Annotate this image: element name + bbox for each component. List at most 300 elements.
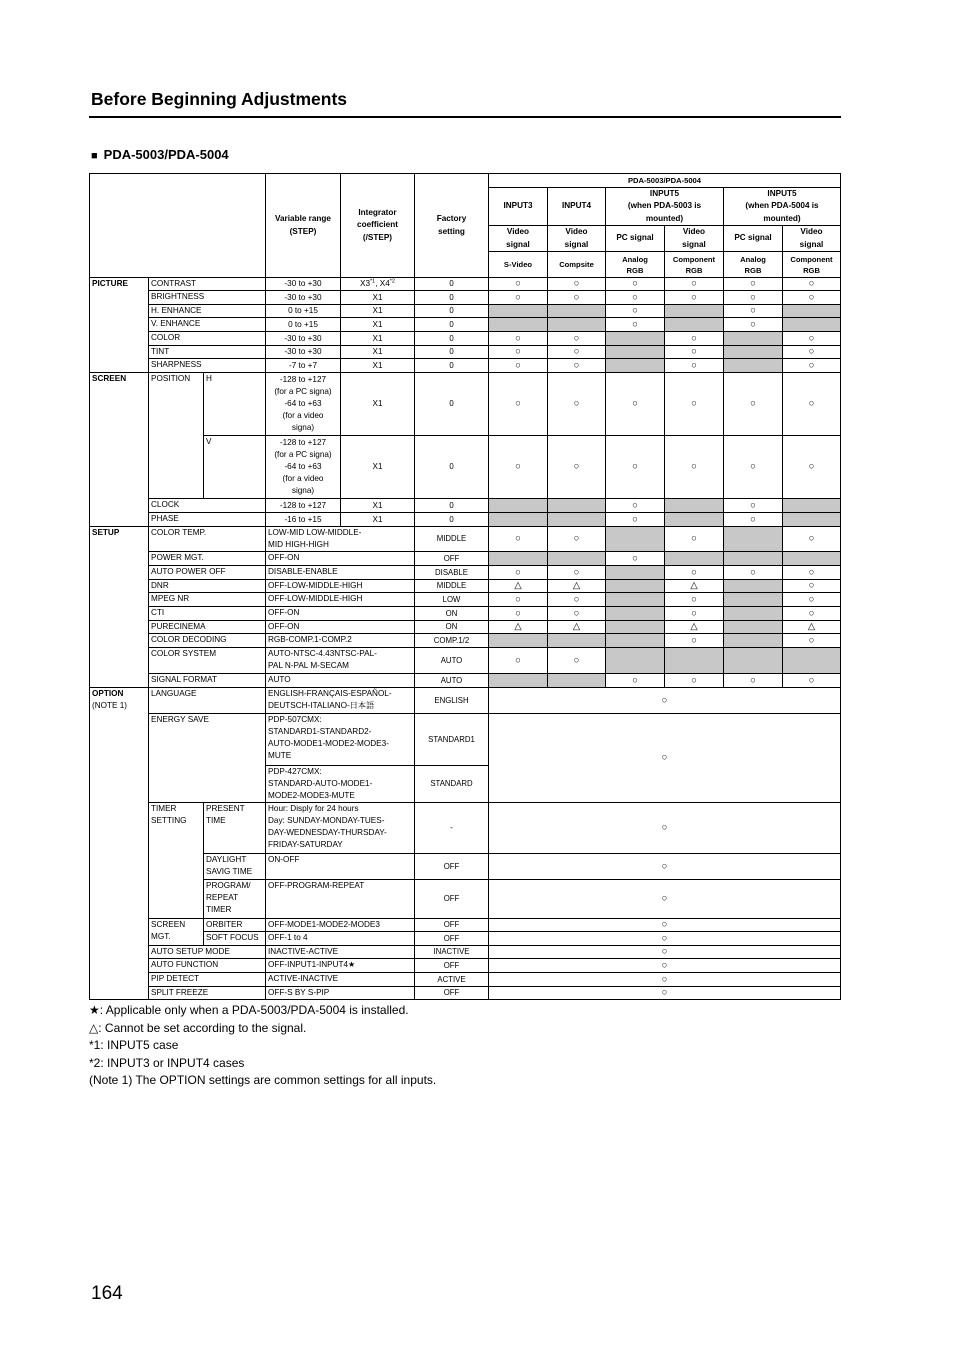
header-subtype-text: Component RGB [790, 254, 833, 275]
item-label-text: TIMER SETTING [151, 804, 187, 825]
available-mark [605, 317, 665, 332]
not-applicable-cell [488, 673, 548, 688]
signal-dependent-mark [782, 620, 841, 634]
not-applicable-cell [723, 633, 783, 648]
available-mark [605, 372, 665, 436]
not-applicable-cell [605, 579, 665, 593]
sub-item-label-text: PRESENT TIME [206, 804, 245, 825]
item-label [148, 277, 266, 291]
available-mark [605, 435, 665, 499]
available-mark-text: ○ [750, 291, 756, 303]
range-cell-text: RGB-COMP.1-COMP.2 [268, 635, 352, 644]
coefficient-cell-text: X1 [372, 306, 383, 315]
available-mark [605, 290, 665, 305]
available-mark-text: ○ [661, 893, 668, 904]
available-mark [664, 633, 724, 648]
coefficient-cell [340, 290, 415, 305]
factory-setting-cell [414, 345, 489, 359]
factory-setting-cell-text: 0 [449, 399, 454, 408]
available-mark [782, 358, 841, 373]
factory-setting-cell [414, 972, 489, 987]
range-cell [265, 372, 341, 436]
available-mark [782, 435, 841, 499]
signal-dependent-mark-text: △ [514, 580, 522, 591]
available-mark-text: ○ [573, 398, 580, 409]
factory-setting-cell [414, 331, 489, 346]
range-cell [265, 290, 341, 305]
available-mark-text: ○ [632, 461, 638, 472]
factory-setting-cell [414, 986, 489, 1000]
header-board [488, 173, 841, 188]
available-mark-text: ○ [515, 607, 521, 619]
available-mark-text: ○ [573, 346, 580, 357]
available-mark [488, 372, 548, 436]
range-cell [265, 802, 415, 854]
available-mark [664, 592, 724, 607]
factory-setting-cell-text: 0 [449, 500, 454, 510]
header-subtype-text: Analog RGB [622, 254, 648, 275]
header-factory-setting-text: Factory setting [436, 214, 467, 236]
available-mark-text: ○ [661, 694, 668, 706]
range-cell [265, 345, 341, 359]
factory-setting-cell [414, 317, 489, 332]
range-cell-text: PDP-427CMX: STANDARD-AUTO-MODE1- MODE2-MODE3-MUTE [268, 767, 373, 800]
available-mark-text: ○ [750, 318, 756, 330]
not-applicable-cell [782, 317, 841, 332]
item-label [148, 579, 266, 593]
available-mark-text: ○ [632, 674, 638, 686]
range-cell [265, 931, 415, 946]
factory-setting-cell [414, 633, 489, 648]
header-input [488, 187, 548, 226]
available-mark-text: ○ [632, 278, 638, 289]
available-mark [664, 358, 724, 373]
section-label-screen [89, 372, 149, 527]
range-cell [265, 331, 341, 346]
available-mark [664, 526, 724, 552]
range-cell-text: -128 to +127 [279, 500, 327, 510]
available-mark-text: ○ [661, 973, 668, 985]
available-mark [488, 358, 548, 373]
factory-setting-cell [414, 592, 489, 607]
available-mark-text: ○ [808, 634, 815, 646]
header-board-text: PDA-5003/PDA-5004 [627, 176, 702, 185]
header-signal [664, 225, 724, 252]
not-applicable-cell [782, 512, 841, 527]
available-mark [605, 673, 665, 688]
range-cell [265, 958, 415, 973]
available-mark-text: ○ [661, 919, 668, 930]
factory-setting-cell-text: DISABLE [435, 567, 468, 577]
factory-setting-cell [414, 498, 489, 513]
header-input [605, 187, 724, 226]
available-mark [664, 435, 724, 499]
available-mark [488, 713, 841, 803]
available-mark-text: ○ [750, 674, 756, 686]
factory-setting-cell [414, 606, 489, 621]
available-mark-text: ○ [691, 398, 697, 409]
coefficient-text [360, 278, 395, 290]
header-subtype [723, 251, 783, 278]
available-mark-text: ○ [632, 305, 638, 316]
range-cell [265, 633, 415, 648]
coefficient-cell [340, 345, 415, 359]
range-cell [265, 713, 415, 766]
not-applicable-cell [605, 606, 665, 621]
not-applicable-cell [782, 498, 841, 513]
range-cell-text: AUTO-NTSC-4.43NTSC-PAL- PAL N-PAL M-SECAM [268, 649, 377, 670]
factory-setting-cell-text: 0 [449, 462, 454, 471]
signal-dependent-mark-text: △ [572, 580, 581, 591]
not-applicable-cell [605, 358, 665, 373]
not-applicable-cell [488, 551, 548, 566]
not-applicable-cell [782, 551, 841, 566]
factory-setting-cell [414, 713, 489, 766]
range-cell [265, 317, 341, 332]
item-label [148, 317, 266, 332]
range-cell-text: ENGLISH-FRANÇAIS-ESPAÑOL- DEUTSCH-ITALIANO-日本語 [268, 689, 392, 710]
available-mark [723, 290, 783, 305]
header-signal [605, 225, 665, 252]
header-signal-text: Video signal [799, 227, 824, 249]
available-mark [723, 498, 783, 513]
range-cell [265, 551, 415, 566]
coefficient-cell-text: X1 [372, 333, 383, 343]
signal-dependent-mark-text: △ [572, 621, 581, 632]
item-label-text: POSITION [151, 374, 191, 383]
available-mark-text: ○ [573, 278, 580, 289]
factory-setting-cell-text: 0 [449, 514, 454, 524]
header-variable-range [265, 173, 341, 278]
available-mark-text: ○ [573, 359, 580, 371]
available-mark [488, 986, 841, 1000]
signal-dependent-mark-text: △ [690, 580, 698, 591]
available-mark-text: ○ [691, 359, 697, 371]
available-mark [547, 435, 606, 499]
range-cell-text: -30 to +30 [284, 279, 322, 288]
available-mark-text: ○ [515, 278, 521, 289]
header-signal [782, 225, 841, 252]
available-mark-text: ○ [632, 552, 638, 564]
factory-setting-cell [414, 802, 489, 854]
available-mark [723, 277, 783, 291]
not-applicable-cell [488, 512, 548, 527]
header-subtype [605, 251, 665, 278]
not-applicable-cell [723, 331, 783, 346]
header-signal [723, 225, 783, 252]
factory-setting-cell [414, 958, 489, 973]
available-mark-text: ○ [691, 332, 697, 344]
header-signal-text: Video signal [564, 227, 589, 249]
coefficient-part: X3 [360, 279, 371, 288]
range-cell-text: -128 to +127 (for a PC signa) -64 to +63 (for a video signa) [274, 438, 332, 495]
factory-setting-cell [414, 277, 489, 291]
range-cell [265, 592, 415, 607]
coefficient-cell [340, 372, 415, 436]
available-mark-text: ○ [515, 291, 521, 303]
not-applicable-cell [488, 317, 548, 332]
item-label [148, 372, 204, 499]
range-cell [265, 579, 415, 593]
available-mark [488, 435, 548, 499]
square-bullet-icon: ■ [91, 150, 98, 162]
factory-setting-cell-text: INACTIVE [433, 947, 470, 956]
factory-setting-cell [414, 620, 489, 634]
available-mark [488, 687, 841, 714]
section-label-option [89, 687, 149, 1000]
available-mark [488, 972, 841, 987]
range-cell [265, 879, 415, 919]
item-label [148, 358, 266, 373]
factory-setting-cell [414, 435, 489, 499]
available-mark-text: ○ [691, 278, 697, 289]
range-cell-text: OFF-ON [268, 553, 300, 562]
factory-setting-cell [414, 945, 489, 959]
item-label-text: TINT [151, 347, 170, 356]
not-applicable-cell [664, 317, 724, 332]
item-label-text: DNR [151, 581, 169, 590]
range-cell-text: ON-OFF [268, 855, 300, 864]
available-mark-text: ○ [691, 291, 697, 303]
available-mark-text: ○ [808, 461, 815, 472]
coefficient-cell-text: X1 [372, 347, 383, 356]
available-mark [547, 277, 606, 291]
factory-setting-cell-text: AUTO [440, 655, 463, 665]
header-signal [488, 225, 548, 252]
item-label [148, 498, 266, 513]
range-cell-text: Hour: Disply for 24 hours Day: SUNDAY-MONDAY-TUES- DAY-WEDNESDAY-THURSDAY- FRIDAY-SATURDAY [268, 804, 387, 849]
item-label [148, 986, 266, 1000]
item-label [148, 565, 266, 580]
header-subtype-text: Analog RGB [740, 254, 766, 275]
available-mark [547, 372, 606, 436]
not-applicable-cell [723, 551, 783, 566]
range-cell-text: -128 to +127 (for a PC signa) -64 to +63 (for a video signa) [274, 375, 332, 432]
section-heading [91, 147, 229, 164]
item-label [148, 687, 266, 714]
available-mark-text: ○ [691, 607, 697, 619]
not-applicable-cell [547, 317, 606, 332]
item-label-text: CLOCK [151, 500, 180, 509]
range-cell-text: OFF-LOW-MIDDLE-HIGH [268, 581, 363, 590]
header-factory-setting [414, 173, 489, 278]
available-mark [547, 526, 606, 552]
factory-setting-cell-text: OFF [443, 861, 460, 871]
range-cell [265, 606, 415, 621]
available-mark-text: ○ [661, 752, 668, 763]
coefficient-cell-text: X1 [372, 500, 383, 510]
section-note: (NOTE 1) [92, 701, 128, 710]
range-cell [265, 986, 415, 1000]
available-mark [605, 277, 665, 291]
header-corner [89, 173, 266, 278]
factory-setting-cell-text: - [450, 823, 453, 832]
available-mark-text: ○ [515, 346, 521, 357]
header-input-text: INPUT4 [561, 201, 592, 211]
not-applicable-cell [605, 565, 665, 580]
range-cell-text: INACTIVE-ACTIVE [268, 947, 339, 956]
available-mark [664, 331, 724, 346]
header-integrator-coefficient-text: Integrator coefficient (/STEP) [357, 207, 398, 242]
sub-item-label [203, 802, 266, 854]
item-label [148, 592, 266, 607]
coefficient-cell-text: X1 [372, 399, 383, 408]
coefficient-cell [340, 331, 415, 346]
sub-item-label [203, 853, 266, 880]
header-subtype-text: S-Video [503, 260, 533, 269]
range-cell [265, 435, 341, 499]
not-applicable-cell [547, 551, 606, 566]
range-cell-text: OFF-PROGRAM-REPEAT [268, 881, 365, 890]
item-label [148, 304, 266, 318]
footnote-1: *1: INPUT5 case [89, 1038, 179, 1052]
header-signal-text: Video signal [506, 227, 530, 249]
factory-setting-cell [414, 551, 489, 566]
signal-dependent-mark-text: △ [807, 621, 816, 632]
not-applicable-cell [664, 512, 724, 527]
item-label-text: SCREEN MGT. [151, 920, 186, 941]
not-applicable-cell [664, 304, 724, 318]
factory-setting-cell [414, 358, 489, 373]
coefficient-cell [340, 277, 415, 291]
available-mark-text: ○ [515, 332, 521, 344]
available-mark [488, 277, 548, 291]
header-subtype [664, 251, 724, 278]
item-label-text: COLOR [151, 333, 181, 342]
signal-dependent-mark [488, 579, 548, 593]
coefficient-cell-text: X1 [372, 462, 383, 471]
factory-setting-cell [414, 765, 489, 803]
available-mark-text: ○ [808, 291, 815, 303]
factory-setting-cell-text: 0 [449, 347, 454, 356]
item-label-text: MPEG NR [151, 594, 190, 603]
available-mark [547, 606, 606, 621]
coefficient-cell [340, 512, 415, 527]
available-mark-text: ○ [515, 654, 521, 666]
available-mark-text: ○ [515, 533, 521, 544]
available-mark [547, 345, 606, 359]
available-mark-text: ○ [750, 461, 756, 472]
factory-setting-cell-text: 0 [449, 306, 454, 315]
range-cell [265, 304, 341, 318]
available-mark [782, 633, 841, 648]
range-cell [265, 853, 415, 880]
available-mark [605, 551, 665, 566]
available-mark [782, 331, 841, 346]
factory-setting-cell-text: OFF [443, 553, 460, 563]
available-mark-text: ○ [750, 566, 756, 578]
available-mark-text: ○ [808, 278, 815, 289]
not-applicable-cell [547, 498, 606, 513]
header-signal-text: Video signal [682, 227, 706, 249]
section-label-setup [89, 526, 149, 688]
range-cell-text: OFF-S BY S-PIP [268, 988, 330, 997]
item-label-text: V. ENHANCE [151, 319, 201, 328]
item-label [148, 331, 266, 346]
coefficient-cell [340, 317, 415, 332]
factory-setting-cell-text: STANDARD1 [428, 734, 475, 744]
item-label-text: COLOR SYSTEM [151, 649, 217, 658]
available-mark [488, 647, 548, 674]
range-cell-text: 0 to +15 [288, 319, 318, 329]
range-cell [265, 512, 341, 527]
item-label [148, 958, 266, 973]
range-cell [265, 647, 415, 674]
available-mark [664, 290, 724, 305]
available-mark-text: ○ [632, 291, 638, 303]
sub-item-label-text: H [206, 374, 212, 383]
available-mark [723, 435, 783, 499]
available-mark-text: ○ [573, 607, 580, 619]
not-applicable-cell [605, 633, 665, 648]
sub-item-label-text: DAYLIGHT SAVIG TIME [206, 855, 253, 876]
available-mark [664, 565, 724, 580]
header-subtype [488, 251, 548, 278]
footnote-2: *2: INPUT3 or INPUT4 cases [89, 1055, 245, 1070]
header-integrator-coefficient [340, 173, 415, 278]
factory-setting-cell-text: 0 [449, 279, 454, 288]
item-label-text: PHASE [151, 514, 179, 523]
available-mark-text: ○ [750, 513, 756, 525]
item-label-text: AUTO FUNCTION [151, 960, 219, 969]
factory-setting-cell-text: OFF [443, 894, 460, 903]
sub-item-label-text: V [206, 437, 212, 446]
signal-dependent-mark [488, 620, 548, 634]
coefficient-part: , X4 [375, 279, 390, 288]
available-mark-text: ○ [573, 654, 580, 666]
header-input [547, 187, 606, 226]
not-applicable-cell [723, 579, 783, 593]
factory-setting-cell-text: AUTO [440, 675, 463, 685]
available-mark-text: ○ [515, 461, 521, 472]
range-cell [265, 765, 415, 803]
available-mark [547, 647, 606, 674]
factory-setting-cell [414, 565, 489, 580]
item-label-text: COLOR TEMP. [151, 528, 207, 537]
factory-setting-cell [414, 290, 489, 305]
factory-setting-cell-text: 0 [449, 292, 454, 302]
available-mark [547, 358, 606, 373]
item-label [148, 512, 266, 527]
header-variable-range-text: Variable range (STEP) [275, 214, 331, 236]
available-mark [605, 512, 665, 527]
coefficient-cell [340, 358, 415, 373]
available-mark-text: ○ [808, 533, 815, 544]
signal-dependent-mark [547, 620, 606, 634]
item-label-text: PIP DETECT [151, 974, 200, 983]
available-mark [488, 879, 841, 919]
available-mark [782, 592, 841, 607]
not-applicable-cell [547, 673, 606, 688]
available-mark-text: ○ [661, 946, 668, 957]
available-mark-text: ○ [808, 593, 815, 605]
range-cell [265, 687, 415, 714]
factory-setting-cell [414, 687, 489, 714]
not-applicable-cell [547, 304, 606, 318]
factory-setting-cell-text: ACTIVE [437, 974, 466, 984]
factory-setting-cell [414, 918, 489, 932]
item-label [148, 606, 266, 621]
available-mark [605, 304, 665, 318]
factory-setting-cell-text: ON [445, 622, 458, 631]
header-subtype [782, 251, 841, 278]
footnotes [89, 1002, 436, 1090]
available-mark-text: ○ [661, 987, 668, 998]
available-mark-text: ○ [515, 398, 521, 409]
available-mark [488, 290, 548, 305]
not-applicable-cell [664, 498, 724, 513]
available-mark [723, 317, 783, 332]
